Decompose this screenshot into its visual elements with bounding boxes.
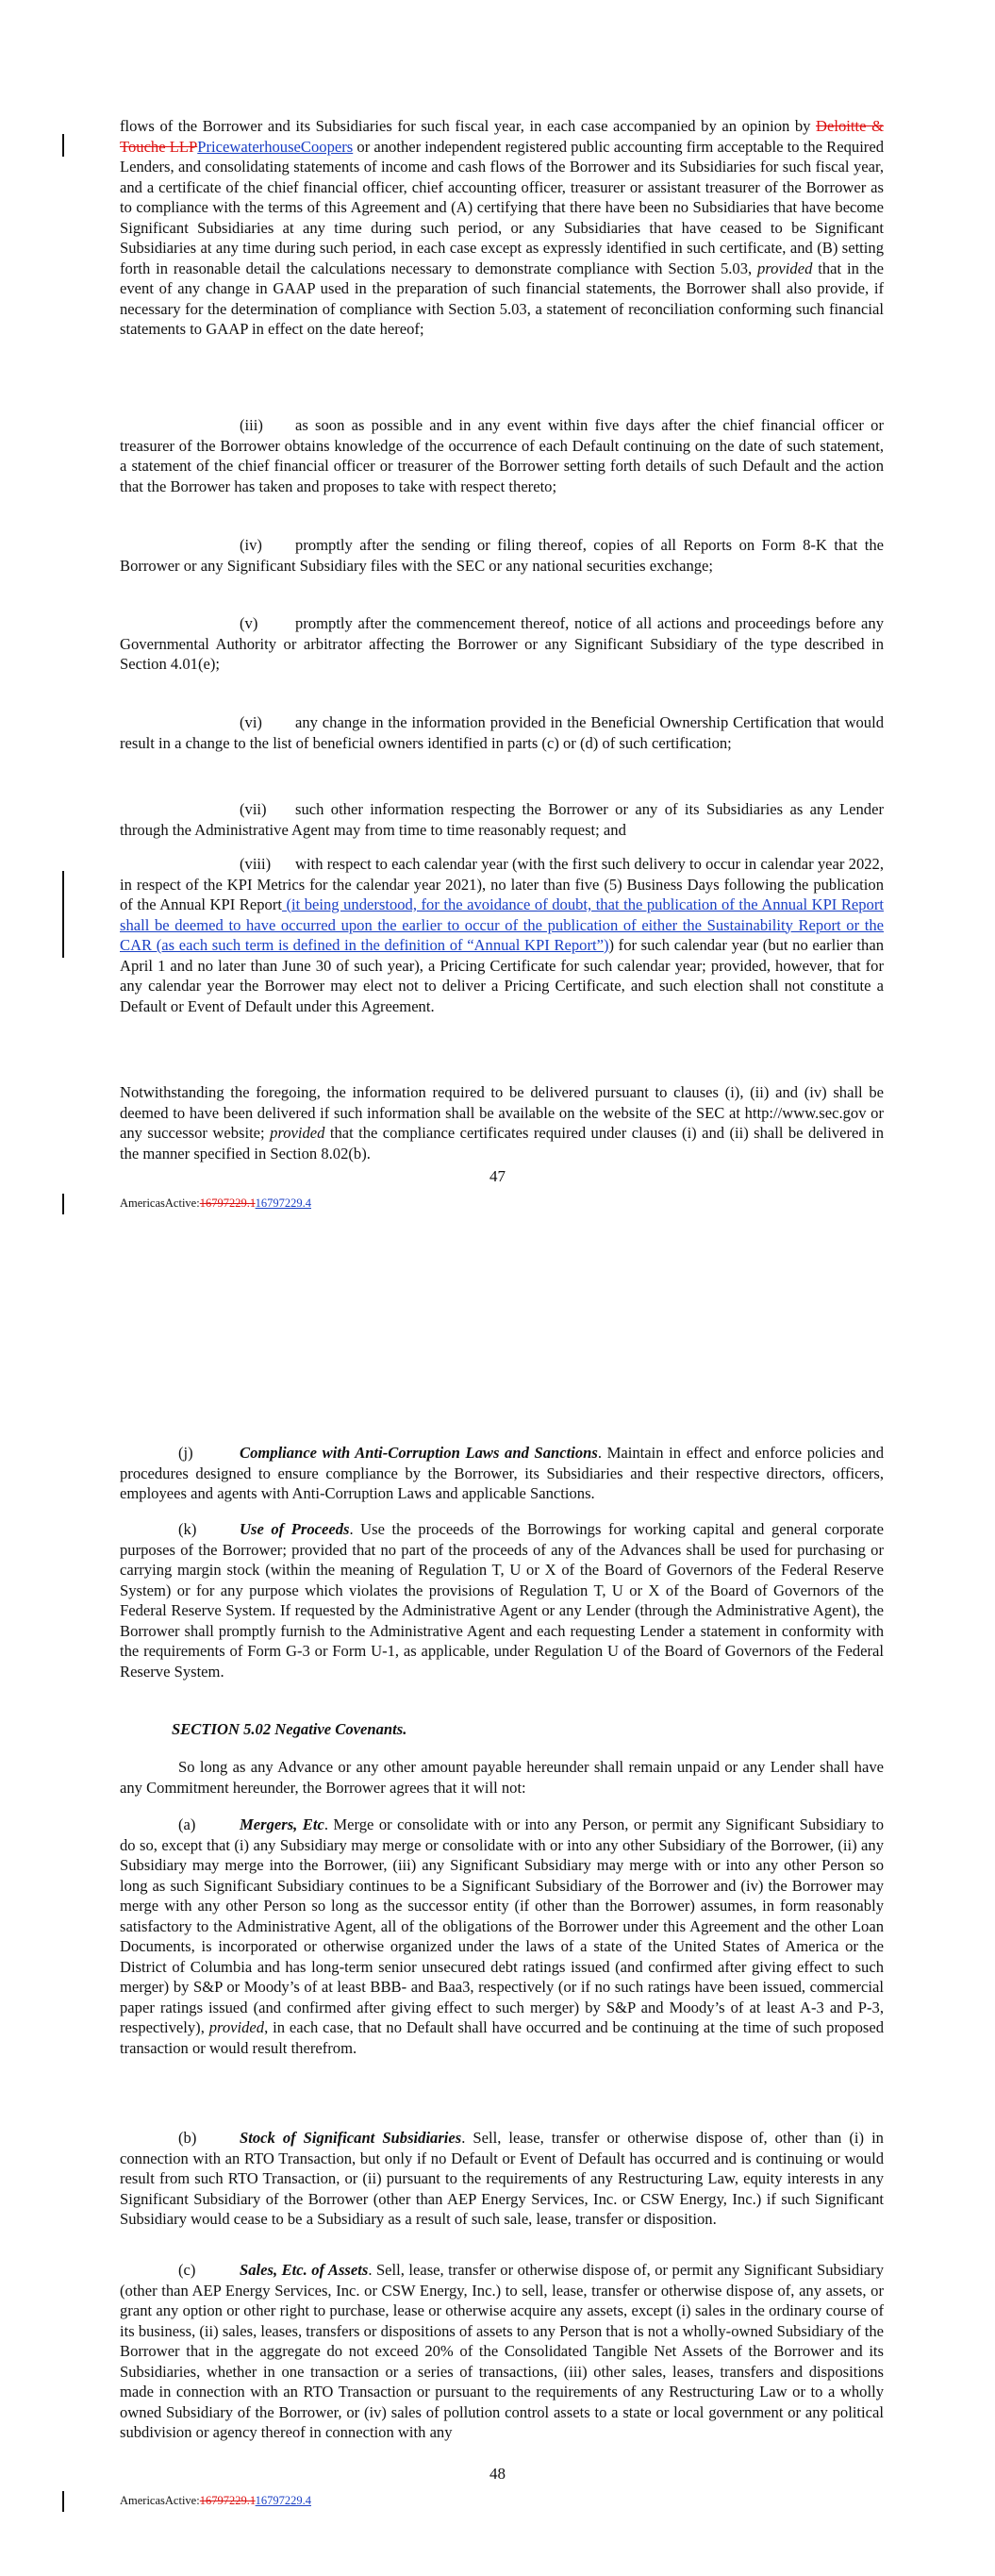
page-number: 48	[489, 2465, 506, 2483]
clause-label: (v)	[240, 614, 258, 632]
clause-iii	[120, 415, 884, 496]
clause-label: (k)	[178, 1520, 197, 1538]
clause-b	[120, 2128, 884, 2230]
clause-text: with respect to each calendar year (with the first such delivery to occur in calendar year 2022, in respect of the KPI Metrics for the calendar year 2021), no later than five (5) Business Days following the publication of the Annual KPI Report	[120, 855, 884, 913]
change-bar	[62, 1194, 64, 1214]
clause-c	[120, 2260, 884, 2443]
clause-text: as soon as possible and in any event within five days after the chief financial officer or treasurer of the Borrower obtains knowledge of the occurrence of each Default continuing on the date of such statement, a statement of the chief financial officer or treasurer of the Borrower setting forth details of such Default and the action that the Borrower has taken and proposes to take with respect thereto;	[120, 416, 884, 495]
clause-label: (viii)	[240, 855, 272, 873]
clause-text: , in each case, that no Default shall have occurred and be continuing at the time of such proposed transaction or would result therefrom.	[120, 2018, 884, 2057]
deleted-doc-id: 16797229.1	[199, 1196, 256, 1210]
clause-heading: Sales, Etc. of Assets	[240, 2261, 369, 2279]
document-footer	[120, 1196, 311, 1211]
clause-label: (vii)	[240, 800, 267, 818]
clause-label: (iii)	[240, 416, 263, 434]
clause-text: . Maintain in effect and enforce policies and procedures designed to ensure compliance by the Borrower, its Subsidiaries and their respective directors, officers, employees and agents with Anti-Corruption Laws and applicable Sanctions.	[120, 1444, 885, 1502]
document-page-48	[0, 1264, 995, 2576]
clause-label: (j)	[178, 1444, 193, 1462]
clause-heading: Mergers, Etc	[240, 1815, 324, 1833]
change-bar	[62, 134, 64, 157]
text-run: flows of the Borrower and its Subsidiaries for such fiscal year, in each case accompanied by an opinion by	[120, 117, 817, 135]
clause-a	[120, 1815, 884, 2058]
clause-v	[120, 613, 884, 675]
footer-prefix: AmericasActive:	[120, 1196, 200, 1210]
deleted-text: Deloitte & Touche LLP	[120, 117, 884, 156]
clause-k	[120, 1519, 884, 1681]
section-heading: SECTION 5.02 Negative Covenants.	[172, 1720, 407, 1738]
document-page-47	[0, 0, 995, 1264]
clause-j	[120, 1443, 884, 1504]
text-run: that in the event of any change in GAAP used in the preparation of such financial statements, the Borrower shall also provide, if necessary for the determination of compliance with Section 5.03, a statement of reconciliation conforming such financial statements to GAAP in effect on the date hereof;	[120, 259, 884, 338]
text-run: Notwithstanding the foregoing, the information required to be delivered pursuant to clauses (i), (ii) and (iv) shall be deemed to have been delivered if such information shall be available on the website of the SEC at http://www.sec.gov or any successor website;	[120, 1083, 884, 1142]
clause-text: . Use the proceeds of the Borrowings for working capital and general corporate purposes of the Borrower; provided that no part of the proceeds of any of the Advances shall be used for purchasing or carrying margin stock (within the meaning of Regulation T, U or X of the Board of Governors of the Federal Reserve System) or for any purpose which violates the provisions of Regulation T, U or X of the Board of Governors of the Federal Reserve System. If requested by the Administrative Agent or any Lender (through the Administrative Agent), the Borrower shall promptly furnish to the Administrative Agent and each requesting Lender a statement in conformity with the requirements of Form G-3 or Form U-1, as applicable, under Regulation U of the Board of Governors of the Federal Reserve System.	[120, 1520, 884, 1681]
clause-text: any change in the information provided in the Beneficial Ownership Certification that would result in a change to the list of beneficial owners identified in parts (c) or (d) of such certification;	[120, 713, 884, 752]
clause-label: (a)	[178, 1815, 196, 1833]
deleted-doc-id: 16797229.1	[199, 2494, 256, 2507]
italic-provided: provided	[270, 1124, 325, 1142]
clause-heading: Use of Proceeds	[240, 1520, 350, 1538]
clause-text: ) for such calendar year (but no earlier than April 1 and no later than June 30 of such year), a Pricing Certificate for such calendar year; provided, however, that for any calendar year the Borrower may elect not to deliver a Pricing Certificate, and such election shall not constitute a Default or Event of Default under this Agreement.	[120, 936, 884, 1015]
inserted-doc-id: 16797229.4	[255, 2494, 311, 2507]
clause-label: (b)	[178, 2129, 197, 2147]
text-run: or another independent registered public accounting firm acceptable to the Required Lenders, and consolidating statements of income and cash flows of the Borrower and its Subsidiaries for such fiscal year, and a certificate of the chief financial officer, chief accounting officer, treasurer or assistant treasurer of the Borrower as to compliance with the terms of this Agreement and (A) certifying that there have been no Subsidiaries that have become Significant Subsidiaries at any time during such period, or any Subsidiaries that have ceased to be Significant Subsidiaries at any time during such period, in each case except as expressly identified in such certificate, and (B) setting forth in reasonable detail the calculations necessary to demonstrate compliance with Section 5.03,	[120, 137, 884, 277]
change-bar	[62, 2491, 64, 2512]
clause-vii	[120, 799, 884, 840]
change-bar	[62, 871, 64, 958]
paragraph-financial-statements	[120, 116, 884, 340]
clause-heading: Stock of Significant Subsidiaries	[240, 2129, 462, 2147]
clause-label: (c)	[178, 2261, 196, 2279]
inserted-text: PricewaterhouseCoopers	[197, 137, 354, 156]
clause-label: (iv)	[240, 536, 262, 554]
clause-label: (vi)	[240, 713, 262, 731]
footer-prefix: AmericasActive:	[120, 2494, 200, 2507]
italic-provided: provided	[757, 259, 813, 277]
clause-text: promptly after the sending or filing thereof, copies of all Reports on Form 8-K that the Borrower or any Significant Subsidiary files with the SEC or any national securities exchange;	[120, 536, 884, 575]
page-number: 47	[489, 1167, 506, 1185]
clause-heading: Compliance with Anti-Corruption Laws and Sanctions	[240, 1444, 598, 1462]
clause-text: . Merge or consolidate with or into any Person, or permit any Significant Subsidiary to do so, except that (i) any Subsidiary may merge or consolidate with or into any other Subsidiary of the Borrower, (ii) any Subsidiary may merge into the Borrower, (iii) any Significant Subsidiary may merge with or into any other Person so long as such Significant Subsidiary continues to be a Significant Subsidiary of the Borrower and (iv) the Borrower may merge with any other Person so long as the successor entity (if other than the Borrower) assumes, in form reasonably satisfactory to the Administrative Agent, all of the obligations of the Borrower under this Agreement and the other Loan Documents, is incorporated or otherwise organized under the laws of a state of the United States of America or the District of Columbia and has long-term senior unsecured debt ratings issued (and confirmed after giving effect to such merger) by S&P or Moody’s of at least BBB- and Baa3, respectively (or if no such ratings have been issued, commercial paper ratings issued (and confirmed after giving effect to such merger) by S&P and Moody’s of at least A-3 and P-3, respectively),	[120, 1815, 884, 2036]
clause-text: . Sell, lease, transfer or otherwise dispose of, other than (i) in connection with an RTO Transaction, but only if no Default or Event of Default has occurred and is continuing or would result from such RTO Transaction, or (ii) pursuant to the requirements of any Restructuring Law, equity interests in any Significant Subsidiary of the Borrower (other than AEP Energy Services, Inc. or CSW Energy, Inc.) if such Significant Subsidiary would cease to be a Subsidiary as a result of such sale, lease, transfer or disposition.	[120, 2129, 884, 2228]
clause-viii	[120, 854, 884, 1016]
document-footer	[120, 2494, 311, 2508]
paragraph-notwithstanding	[120, 1082, 884, 1163]
clause-text: such other information respecting the Borrower or any of its Subsidiaries as any Lender through the Administrative Agent may from time to time reasonably request; and	[120, 800, 884, 839]
clause-vi	[120, 712, 884, 753]
paragraph-negative-covenants-intro: So long as any Advance or any other amount payable hereunder shall remain unpaid or any Lender shall have any Commitment hereunder, the Borrower agrees that it will not:	[120, 1758, 884, 1797]
text-run: that the compliance certificates required under clauses (i) and (ii) shall be delivered in the manner specified in Section 8.02(b).	[120, 1124, 884, 1163]
clause-text: promptly after the commencement thereof, notice of all actions and proceedings before any Governmental Authority or arbitrator affecting the Borrower or any Significant Subsidiary of the type described in Section 4.01(e);	[120, 614, 884, 673]
inserted-doc-id: 16797229.4	[255, 1196, 311, 1210]
italic-provided: provided	[208, 2018, 265, 2036]
inserted-text: (it being understood, for the avoidance of doubt, that the publication of the Annual KPI Report shall be deemed to have occurred upon the earlier to occur of the publication of either the Sustainability Report or the CAR (as each such term is defined in the definition of “Annual KPI Report”)	[120, 895, 884, 954]
clause-iv	[120, 535, 884, 576]
clause-text: . Sell, lease, transfer or otherwise dispose of, or permit any Significant Subsidiary (other than AEP Energy Services, Inc. or CSW Energy, Inc.) to sell, lease, transfer or otherwise dispose of, any assets, or grant any option or other right to purchase, lease or otherwise acquire any assets, except (i) sales in the ordinary course of its business, (ii) sales, leases, transfers or dispositions of assets to any Person that is not a wholly-owned Subsidiary of the Borrower that in the aggregate do not exceed 20% of the Consolidated Tangible Net Assets of the Borrower and its Subsidiaries, whether in one transaction or a series of transactions, (iii) other sales, leases, transfers and dispositions made in connection with an RTO Transaction or pursuant to the requirements of any Restructuring Law or to a wholly owned Subsidiary of the Borrower, or (iv) sales of pollution control assets to a state or local government or any political subdivision or agency thereof in connection with any	[120, 2261, 884, 2441]
